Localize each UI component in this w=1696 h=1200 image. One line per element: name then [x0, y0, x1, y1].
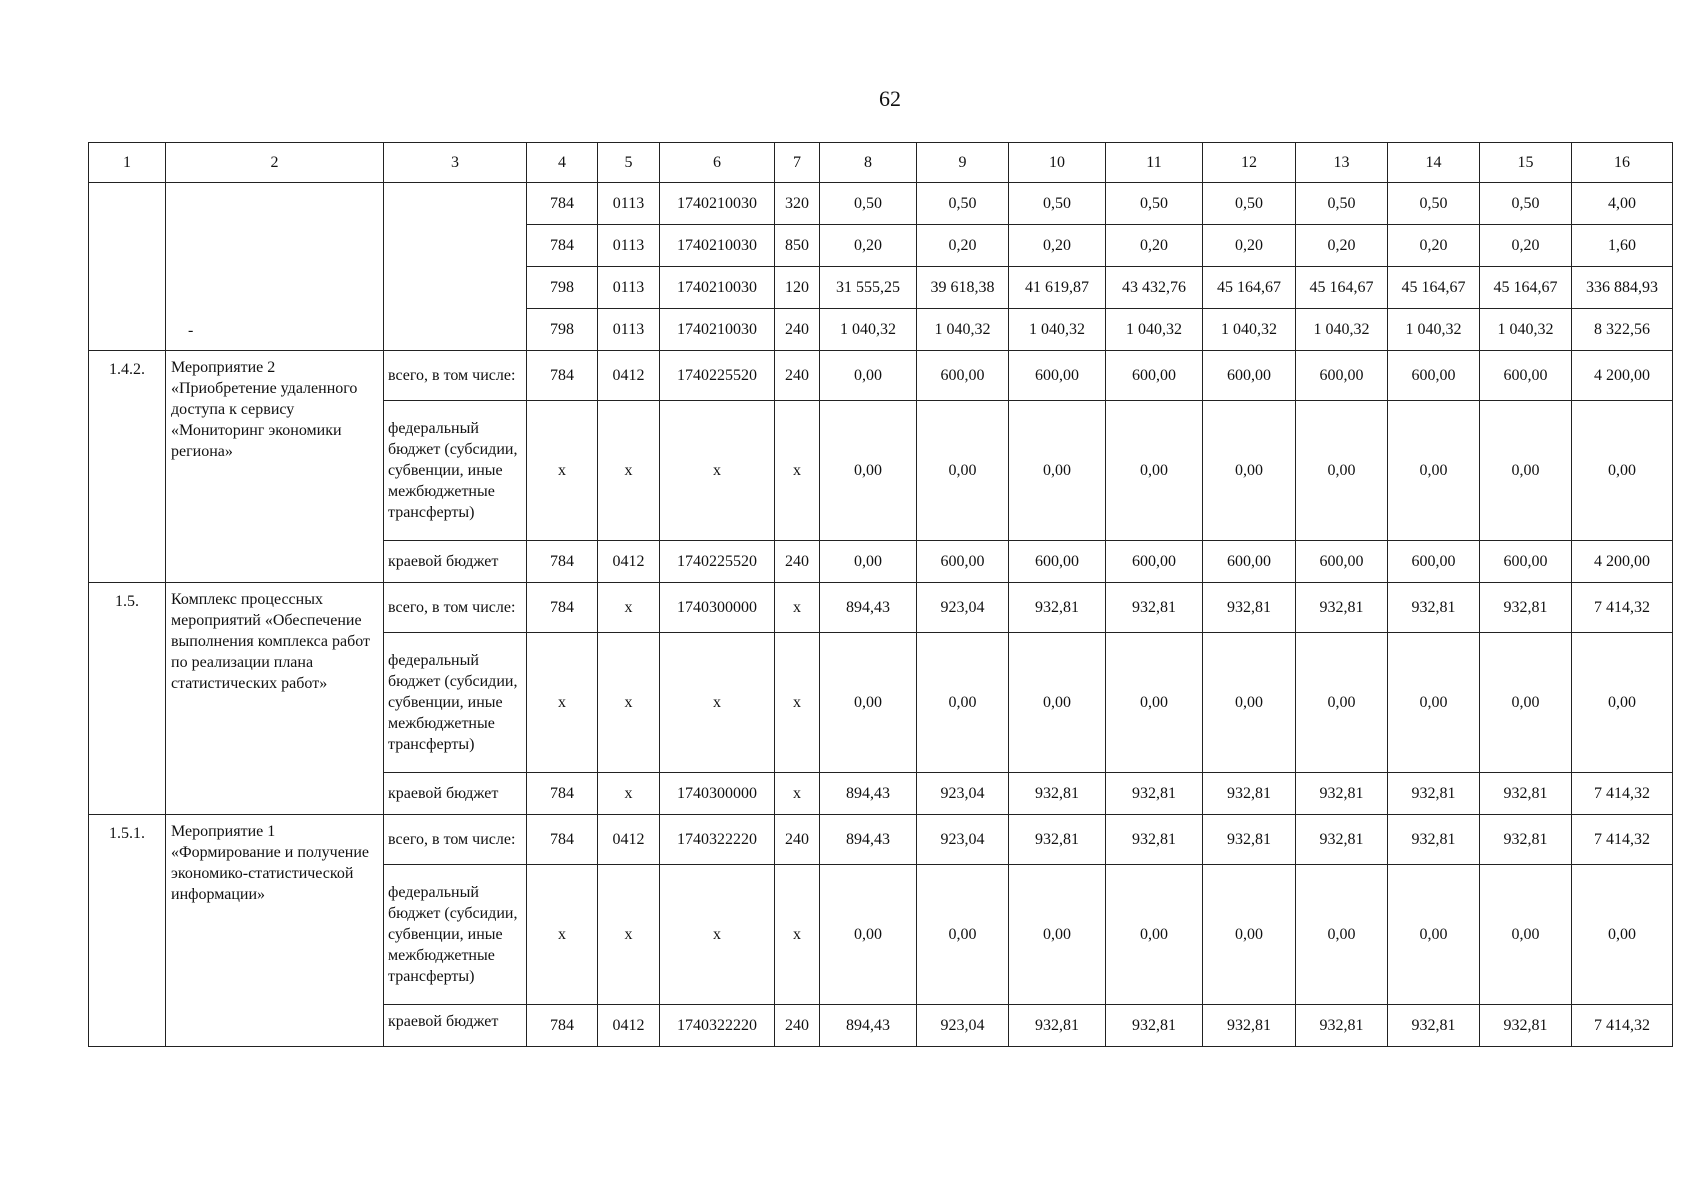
table-cell: 0,00	[820, 633, 917, 773]
table-cell: 240	[775, 309, 820, 351]
table-cell: х	[775, 773, 820, 815]
table-cell: 0,00	[1480, 865, 1572, 1005]
table-cell: 932,81	[1106, 583, 1203, 633]
table-cell: 932,81	[1296, 583, 1388, 633]
table-cell: 0,00	[1572, 865, 1673, 1005]
table-cell: 45 164,67	[1480, 267, 1572, 309]
table-cell: 798	[527, 309, 598, 351]
table-row	[89, 351, 1673, 401]
table-cell: 0,20	[1296, 225, 1388, 267]
table-cell: 932,81	[1009, 1005, 1106, 1047]
table-cell: 1 040,32	[1203, 309, 1296, 351]
table-cell: 932,81	[1296, 815, 1388, 865]
table-cell: 600,00	[917, 541, 1009, 583]
table-cell: 894,43	[820, 583, 917, 633]
table-cell: 600,00	[1480, 351, 1572, 401]
table-cell: х	[598, 401, 660, 541]
table-cell: 932,81	[1009, 773, 1106, 815]
table-cell: 850	[775, 225, 820, 267]
table-cell: 0113	[598, 183, 660, 225]
table-cell: 4 200,00	[1572, 541, 1673, 583]
table-cell: х	[598, 633, 660, 773]
table-cell: 894,43	[820, 815, 917, 865]
table-cell: 932,81	[1009, 815, 1106, 865]
table-cell: 1740322220	[660, 1005, 775, 1047]
table-cell: 45 164,67	[1388, 267, 1480, 309]
table-cell: 784	[527, 583, 598, 633]
table-cell: 932,81	[1388, 773, 1480, 815]
table-cell: х	[527, 633, 598, 773]
table-cell: 0,50	[1388, 183, 1480, 225]
table-cell: х	[660, 865, 775, 1005]
table-cell: 784	[527, 225, 598, 267]
table-cell: 923,04	[917, 773, 1009, 815]
table-cell: х	[527, 401, 598, 541]
table-cell: 0,50	[820, 183, 917, 225]
table-cell: 0,00	[1572, 401, 1673, 541]
item-name: Мероприятие 1 «Формирование и получение экономико-статистической информации»	[166, 815, 384, 1047]
table-cell: 784	[527, 351, 598, 401]
funding-source: краевой бюджет	[384, 541, 527, 583]
table-cell: х	[527, 865, 598, 1005]
column-header: 9	[917, 143, 1009, 183]
table-cell: 0,00	[917, 865, 1009, 1005]
table-cell: 932,81	[1009, 583, 1106, 633]
item-name: Комплекс процессных мероприятий «Обеспечение выполнения комплекса работ по реализации плана статистических работ»	[166, 583, 384, 815]
table-cell: 932,81	[1388, 1005, 1480, 1047]
table-cell: 932,81	[1203, 773, 1296, 815]
table-cell: 1 040,32	[1480, 309, 1572, 351]
table-cell: 0,00	[1480, 401, 1572, 541]
table-cell: 600,00	[1296, 541, 1388, 583]
table-cell: 0113	[598, 267, 660, 309]
table-cell: 45 164,67	[1296, 267, 1388, 309]
table-cell: 0,00	[1009, 865, 1106, 1005]
table-cell: 1740225520	[660, 351, 775, 401]
table-cell: 0,20	[917, 225, 1009, 267]
table-cell: х	[660, 633, 775, 773]
column-header: 8	[820, 143, 917, 183]
column-header: 5	[598, 143, 660, 183]
table-cell: 0412	[598, 541, 660, 583]
table-cell: 0,00	[1009, 633, 1106, 773]
table-cell: 932,81	[1480, 1005, 1572, 1047]
table-cell: 600,00	[1203, 351, 1296, 401]
table-cell: 0,00	[1296, 865, 1388, 1005]
table-row	[89, 183, 1673, 225]
table-cell: х	[598, 773, 660, 815]
table-cell: 894,43	[820, 1005, 917, 1047]
table-cell: 1 040,32	[1009, 309, 1106, 351]
column-header: 1	[89, 143, 166, 183]
table-cell: 932,81	[1480, 583, 1572, 633]
column-header: 2	[166, 143, 384, 183]
table-cell: 600,00	[1388, 541, 1480, 583]
table-cell: 0,50	[1203, 183, 1296, 225]
table-cell: 1 040,32	[917, 309, 1009, 351]
table-cell: 45 164,67	[1203, 267, 1296, 309]
table-cell: 0,50	[1009, 183, 1106, 225]
budget-table	[88, 142, 1673, 1047]
table-cell: 600,00	[1106, 351, 1203, 401]
table-cell: 784	[527, 183, 598, 225]
table-cell: 1740300000	[660, 583, 775, 633]
table-cell: 932,81	[1106, 773, 1203, 815]
column-header: 14	[1388, 143, 1480, 183]
column-header: 13	[1296, 143, 1388, 183]
table-cell: 0,20	[820, 225, 917, 267]
table-cell: 0,00	[820, 401, 917, 541]
table-cell: 0,00	[1203, 401, 1296, 541]
table-cell: 1740210030	[660, 225, 775, 267]
table-cell: 0,20	[1106, 225, 1203, 267]
table-cell: 932,81	[1296, 1005, 1388, 1047]
table-cell: 0,00	[1106, 633, 1203, 773]
table-cell: 0,00	[917, 633, 1009, 773]
item-code: 1.4.2.	[89, 351, 166, 583]
funding-source: краевой бюджет	[384, 1005, 527, 1047]
table-cell: х	[775, 583, 820, 633]
table-cell: 1740225520	[660, 541, 775, 583]
page-number: 62	[879, 86, 901, 111]
table-cell: 1 040,32	[1106, 309, 1203, 351]
funding-source: федеральный бюджет (субсидии, субвенции, иные межбюджетные трансферты)	[384, 401, 527, 541]
table-cell: 932,81	[1106, 1005, 1203, 1047]
table-cell: 0,50	[1296, 183, 1388, 225]
column-header: 11	[1106, 143, 1203, 183]
item-code: 1.5.	[89, 583, 166, 815]
table-cell: 1740210030	[660, 267, 775, 309]
column-header: 10	[1009, 143, 1106, 183]
funding-source: федеральный бюджет (субсидии, субвенции, иные межбюджетные трансферты)	[384, 633, 527, 773]
continued-code-cell	[89, 183, 166, 351]
table-cell: 0,00	[1106, 401, 1203, 541]
table-cell: 0113	[598, 225, 660, 267]
continued-name-cell	[166, 183, 384, 351]
funding-source: всего, в том числе:	[384, 583, 527, 633]
table-cell: 0,20	[1203, 225, 1296, 267]
table-cell: 0,00	[1203, 865, 1296, 1005]
funding-source: всего, в том числе:	[384, 815, 527, 865]
table-cell: 7 414,32	[1572, 1005, 1673, 1047]
table-cell: 0412	[598, 351, 660, 401]
funding-source: федеральный бюджет (субсидии, субвенции, иные межбюджетные трансферты)	[384, 865, 527, 1005]
item-name: Мероприятие 2 «Приобретение удаленного доступа к сервису «Мониторинг экономики региона»	[166, 351, 384, 583]
table-cell: 923,04	[917, 1005, 1009, 1047]
table-cell: 600,00	[1203, 541, 1296, 583]
table-cell: 4,00	[1572, 183, 1673, 225]
table-cell: 41 619,87	[1009, 267, 1106, 309]
table-cell: 1740210030	[660, 309, 775, 351]
table-cell: 923,04	[917, 815, 1009, 865]
table-cell: 600,00	[1388, 351, 1480, 401]
table-cell: 932,81	[1480, 773, 1572, 815]
table-cell: 0,50	[1480, 183, 1572, 225]
table-body	[89, 143, 1673, 1047]
table-row	[89, 815, 1673, 865]
table-cell: 31 555,25	[820, 267, 917, 309]
table-cell: 0412	[598, 815, 660, 865]
table-cell: х	[598, 865, 660, 1005]
table-cell: х	[598, 583, 660, 633]
table-cell: 0,00	[820, 351, 917, 401]
table-cell: 0412	[598, 1005, 660, 1047]
table-cell: 784	[527, 773, 598, 815]
table-cell: 1740210030	[660, 183, 775, 225]
table-cell: 240	[775, 351, 820, 401]
table-cell: 894,43	[820, 773, 917, 815]
column-header: 4	[527, 143, 598, 183]
table-cell: 0,00	[820, 865, 917, 1005]
table-cell: х	[775, 865, 820, 1005]
table-cell: 1 040,32	[1296, 309, 1388, 351]
table-cell: 784	[527, 815, 598, 865]
funding-source: краевой бюджет	[384, 773, 527, 815]
table-cell: х	[775, 401, 820, 541]
table-cell: 0,20	[1480, 225, 1572, 267]
table-cell: 0,20	[1009, 225, 1106, 267]
table-cell: 0,00	[820, 541, 917, 583]
item-code: 1.5.1.	[89, 815, 166, 1047]
table-cell: 784	[527, 541, 598, 583]
table-cell: 120	[775, 267, 820, 309]
table-cell: 1 040,32	[820, 309, 917, 351]
table-cell: 0,00	[1296, 633, 1388, 773]
header-row	[89, 143, 1673, 183]
table-cell: 43 432,76	[1106, 267, 1203, 309]
table-cell: 0,00	[1106, 865, 1203, 1005]
table-cell: 600,00	[1480, 541, 1572, 583]
column-header: 16	[1572, 143, 1673, 183]
table-cell: 240	[775, 1005, 820, 1047]
table-cell: 600,00	[1296, 351, 1388, 401]
table-cell: 932,81	[1203, 815, 1296, 865]
table-cell: 240	[775, 541, 820, 583]
column-header: 6	[660, 143, 775, 183]
table-cell: 0,50	[1106, 183, 1203, 225]
column-header: 15	[1480, 143, 1572, 183]
table-cell: 600,00	[1009, 351, 1106, 401]
funding-source: всего, в том числе:	[384, 351, 527, 401]
table-cell: 600,00	[917, 351, 1009, 401]
table-cell: 932,81	[1203, 1005, 1296, 1047]
table-cell: 7 414,32	[1572, 773, 1673, 815]
table-cell: 932,81	[1296, 773, 1388, 815]
table-cell: 0,00	[1388, 633, 1480, 773]
continued-source-cell	[384, 183, 527, 351]
table-cell: 7 414,32	[1572, 815, 1673, 865]
table-row	[89, 583, 1673, 633]
table-cell: 4 200,00	[1572, 351, 1673, 401]
table-cell: 0113	[598, 309, 660, 351]
table-cell: 0,00	[1296, 401, 1388, 541]
table-cell: 8 322,56	[1572, 309, 1673, 351]
table-cell: 932,81	[1388, 583, 1480, 633]
column-header: 12	[1203, 143, 1296, 183]
table-cell: 0,20	[1388, 225, 1480, 267]
table-cell: 1,60	[1572, 225, 1673, 267]
table-cell: х	[775, 633, 820, 773]
table-cell: 240	[775, 815, 820, 865]
table-cell: 1740322220	[660, 815, 775, 865]
table-cell: 336 884,93	[1572, 267, 1673, 309]
table-cell: 0,00	[1203, 633, 1296, 773]
table-cell: 932,81	[1106, 815, 1203, 865]
table-cell: 600,00	[1009, 541, 1106, 583]
column-header: 7	[775, 143, 820, 183]
table-cell: 932,81	[1480, 815, 1572, 865]
table-cell: 0,00	[1388, 865, 1480, 1005]
table-cell: 1740300000	[660, 773, 775, 815]
table-cell: 784	[527, 1005, 598, 1047]
table-cell: 0,00	[1480, 633, 1572, 773]
table-cell: 1 040,32	[1388, 309, 1480, 351]
table-cell: 7 414,32	[1572, 583, 1673, 633]
table-cell: х	[660, 401, 775, 541]
table-cell: 798	[527, 267, 598, 309]
table-cell: 932,81	[1388, 815, 1480, 865]
table-cell: 39 618,38	[917, 267, 1009, 309]
table-cell: 0,00	[1388, 401, 1480, 541]
table-cell: 0,50	[917, 183, 1009, 225]
stray-mark: -	[188, 322, 194, 339]
table-cell: 0,00	[1009, 401, 1106, 541]
table-cell: 0,00	[1572, 633, 1673, 773]
table-cell: 600,00	[1106, 541, 1203, 583]
table-cell: 320	[775, 183, 820, 225]
column-header: 3	[384, 143, 527, 183]
table-cell: 932,81	[1203, 583, 1296, 633]
table-cell: 0,00	[917, 401, 1009, 541]
table-cell: 923,04	[917, 583, 1009, 633]
